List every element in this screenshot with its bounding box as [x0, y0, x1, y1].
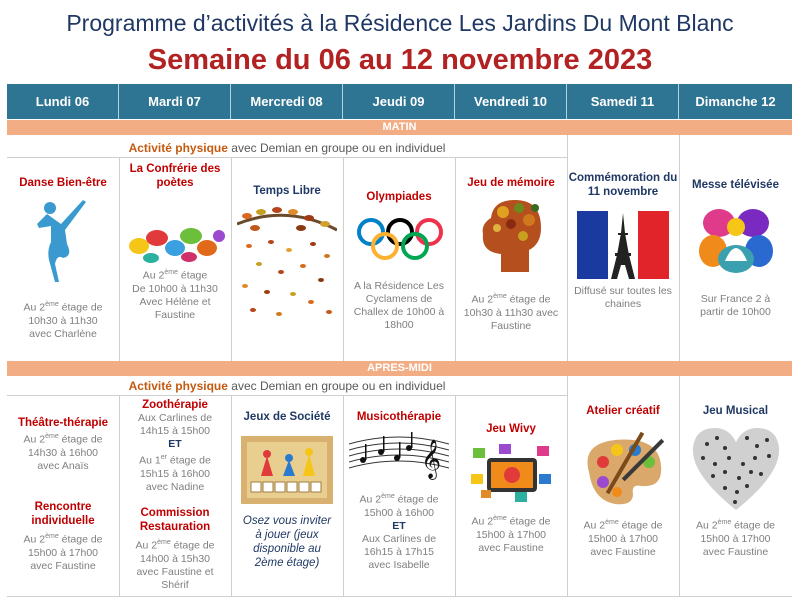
activity-text: Diffusé sur toutes les chaines: [574, 285, 672, 310]
day-header-samedi: Samedi 11: [567, 84, 679, 119]
activity-text: Au 2ème étage de 15h00 à 17h00 avec Faustine: [23, 533, 103, 572]
activity-text: Osez vous inviter à jouer (jeux disponible au 2ème étage): [242, 515, 332, 569]
afternoon-vendredi: [455, 396, 567, 596]
activity-text: Aux Carlines de 14h15 à 15h00 ET Au 1er étage de 15h15 à 16h00 avec Nadine: [137, 412, 213, 493]
music-notes-icon: [349, 430, 449, 480]
physical-activity-morning: [7, 138, 567, 158]
afternoon-jeudi: [343, 396, 455, 596]
activity-title: La Confrérie des poètes: [129, 163, 221, 189]
activity-title: Danse Bien-être: [19, 177, 107, 189]
morning-samedi: [567, 135, 679, 361]
morning-mercredi: [231, 158, 343, 361]
day-header-dimanche: Dimanche 12: [679, 84, 792, 119]
afternoon-samedi: [567, 376, 679, 596]
activity-title: Musicothérapie: [356, 411, 442, 423]
prayer-icon: [699, 201, 773, 275]
activity-title: Zoothérapie: [142, 399, 208, 411]
activity-text: Sur France 2 à partir de 10h00: [700, 293, 771, 318]
activity-text: A la Résidence Les Cyclamens de Challex de 10h00 à 18h00: [353, 280, 445, 331]
morning-jeudi: [343, 158, 455, 361]
day-header-lundi: Lundi 06: [7, 84, 119, 119]
band-morning: MATIN: [7, 120, 792, 135]
afternoon-mardi: [119, 396, 231, 596]
memory-head-icon: [471, 194, 551, 274]
afternoon-dimanche: [679, 376, 792, 596]
activity-title: Messe télévisée: [692, 179, 779, 191]
autumn-leaves-icon: [237, 202, 337, 322]
schedule-grid: [7, 84, 792, 596]
activity-title: Jeu Musical: [702, 405, 769, 417]
activity-title: Rencontre individuelle: [31, 501, 95, 527]
activity-title: Commémoration du 11 novembre: [568, 172, 678, 198]
morning-mardi: [119, 158, 231, 361]
morning-lundi: [7, 158, 119, 361]
activity-title: Théâtre-thérapie: [17, 417, 109, 429]
physical-activity-text: avec Demian en groupe ou en individuel: [227, 141, 446, 155]
dancer-icon: [33, 194, 93, 284]
day-header-mercredi: Mercredi 08: [231, 84, 343, 119]
physical-activity-text: avec Demian en groupe ou en individuel: [227, 379, 446, 393]
band-afternoon: APRES-MIDI: [7, 361, 792, 376]
activity-title: Olympiades: [366, 191, 432, 203]
activity-title: Jeu Wivy: [486, 423, 536, 435]
morning-vendredi: [455, 158, 567, 361]
page-title: Programme d’activités à la Résidence Les Jardins Du Mont Blanc: [66, 10, 734, 36]
activity-text: Au 2ème étage de 15h00 à 17h00 avec Faustine: [583, 519, 663, 558]
day-header-vendredi: Vendredi 10: [455, 84, 567, 119]
board-game-icon: [241, 436, 333, 504]
speech-bubbles-icon: [127, 224, 225, 264]
day-header-jeudi: Jeudi 09: [343, 84, 455, 119]
activity-text: Au 2ème étage de 10h30 à 11h30 avec Charlène: [23, 301, 103, 340]
physical-activity-label: Activité physique: [128, 379, 228, 393]
afternoon-mercredi: [231, 396, 343, 596]
music-heart-icon: [689, 424, 783, 512]
activity-text: Au 2ème étage de 14h00 à 15h30 avec Faustine et Shérif: [135, 539, 215, 591]
activity-title: Commission Restauration: [139, 507, 211, 533]
morning-dimanche: [679, 135, 792, 361]
olympic-rings-icon: [355, 214, 445, 264]
activity-text: Au 2ème étage de 15h00 à 17h00 avec Faustine: [471, 515, 551, 554]
svg-text:𝄞: 𝄞: [421, 439, 442, 479]
activity-text: Au 2ème étage de 14h30 à 16h00 avec Anaïs: [23, 433, 103, 472]
activity-text: Au 2ème étage de 15h00 à 17h00 avec Faustine: [695, 519, 776, 558]
afternoon-lundi: [7, 396, 119, 596]
physical-activity-afternoon: [7, 376, 567, 396]
tablet-game-icon: [471, 444, 553, 502]
activity-text: Au 2ème étage de 15h00 à 16h00 ET Aux Carlines de 16h15 à 17h15 avec Isabelle: [359, 493, 439, 571]
day-header-mardi: Mardi 07: [119, 84, 231, 119]
activity-title: Atelier créatif: [586, 405, 660, 417]
paint-palette-icon: [581, 428, 667, 508]
activity-title: Temps Libre: [253, 185, 321, 197]
week-subtitle: Semaine du 06 au 12 novembre 2023: [147, 44, 653, 76]
activity-title: Jeu de mémoire: [467, 177, 555, 189]
activity-text: Au 2ème étage De 10h00 à 11h30 Avec Hélène et Faustine: [132, 269, 218, 321]
physical-activity-label: Activité physique: [128, 141, 228, 155]
french-flag-eiffel-icon: [577, 211, 669, 279]
activity-text: Au 2ème étage de 10h30 à 11h30 avec Faustine: [463, 293, 559, 332]
activity-title: Jeux de Société: [243, 411, 331, 423]
